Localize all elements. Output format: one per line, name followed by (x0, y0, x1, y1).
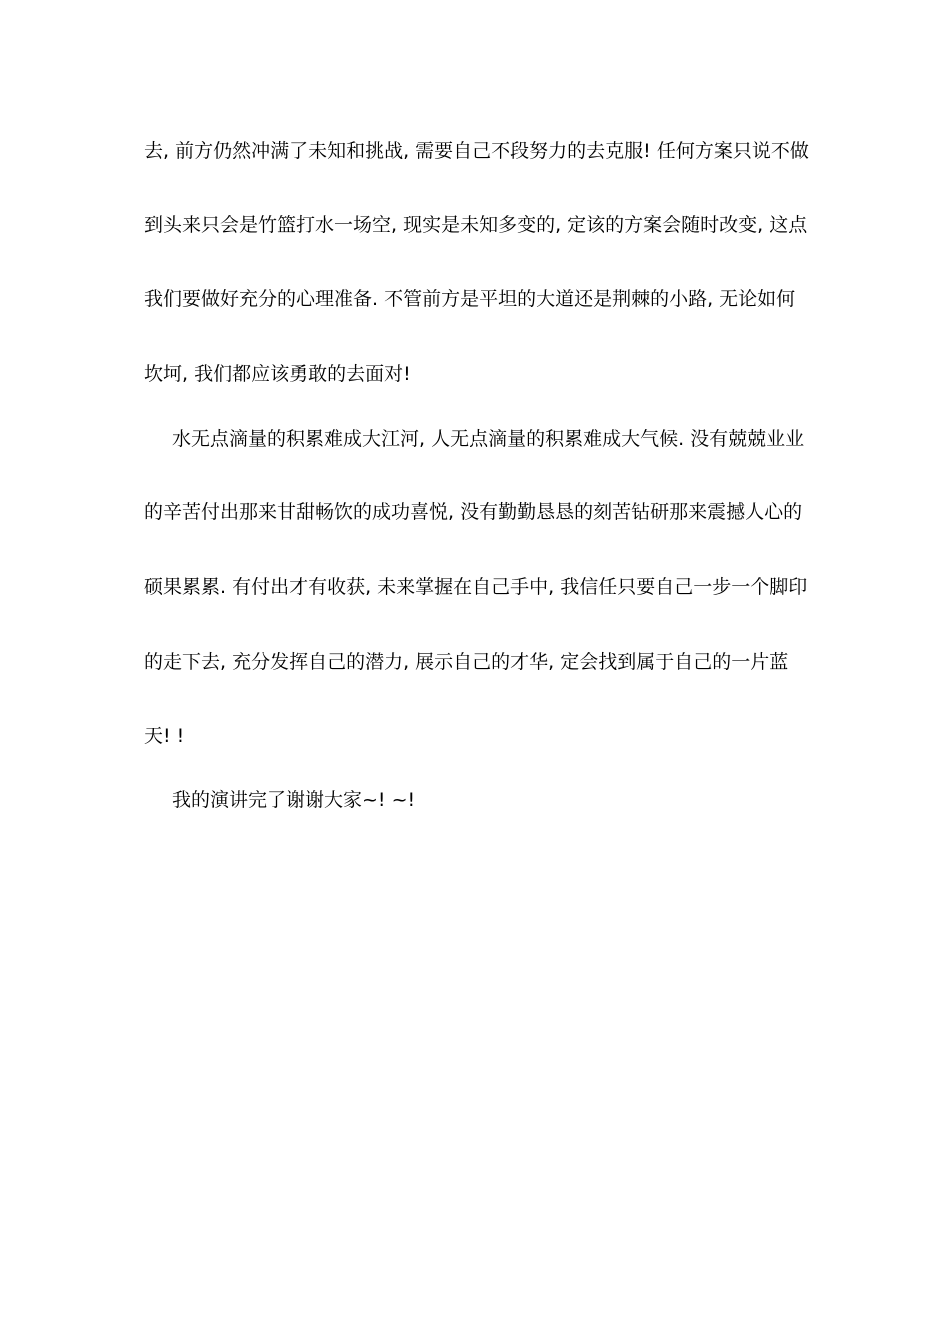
paragraph-1-line-2: 到头来只会是竹篮打水一场空, 现实是未知多变的, 定该的方案会随时改变, 这点 (144, 214, 808, 236)
paragraph-1-line-3: 我们要做好充分的心理准备. 不管前方是平坦的大道还是荆棘的小路, 无论如何 (144, 288, 796, 310)
paragraph-2-line-1: 水无点滴量的积累难成大江河, 人无点滴量的积累难成大气候. 没有兢兢业业 (172, 428, 805, 450)
paragraph-1-line-1: 去, 前方仍然冲满了未知和挑战, 需要自己不段努力的去克服! 任何方案只说不做 (144, 140, 809, 162)
paragraph-2-line-4: 的走下去, 充分发挥自己的潜力, 展示自己的才华, 定会找到属于自己的一片蓝 (144, 651, 789, 673)
paragraph-3-line-1: 我的演讲完了谢谢大家~! ~! (172, 789, 416, 811)
paragraph-1-line-4: 坎坷, 我们都应该勇敢的去面对! (144, 363, 411, 385)
paragraph-2-line-3: 硕果累累. 有付出才有收获, 未来掌握在自己手中, 我信任只要自己一步一个脚印 (144, 576, 808, 598)
paragraph-2-line-2: 的辛苦付出那来甘甜畅饮的成功喜悦, 没有勤勤恳恳的刻苦钻研那来震撼人心的 (144, 501, 803, 523)
paragraph-2-line-5: 天! ! (144, 725, 185, 747)
